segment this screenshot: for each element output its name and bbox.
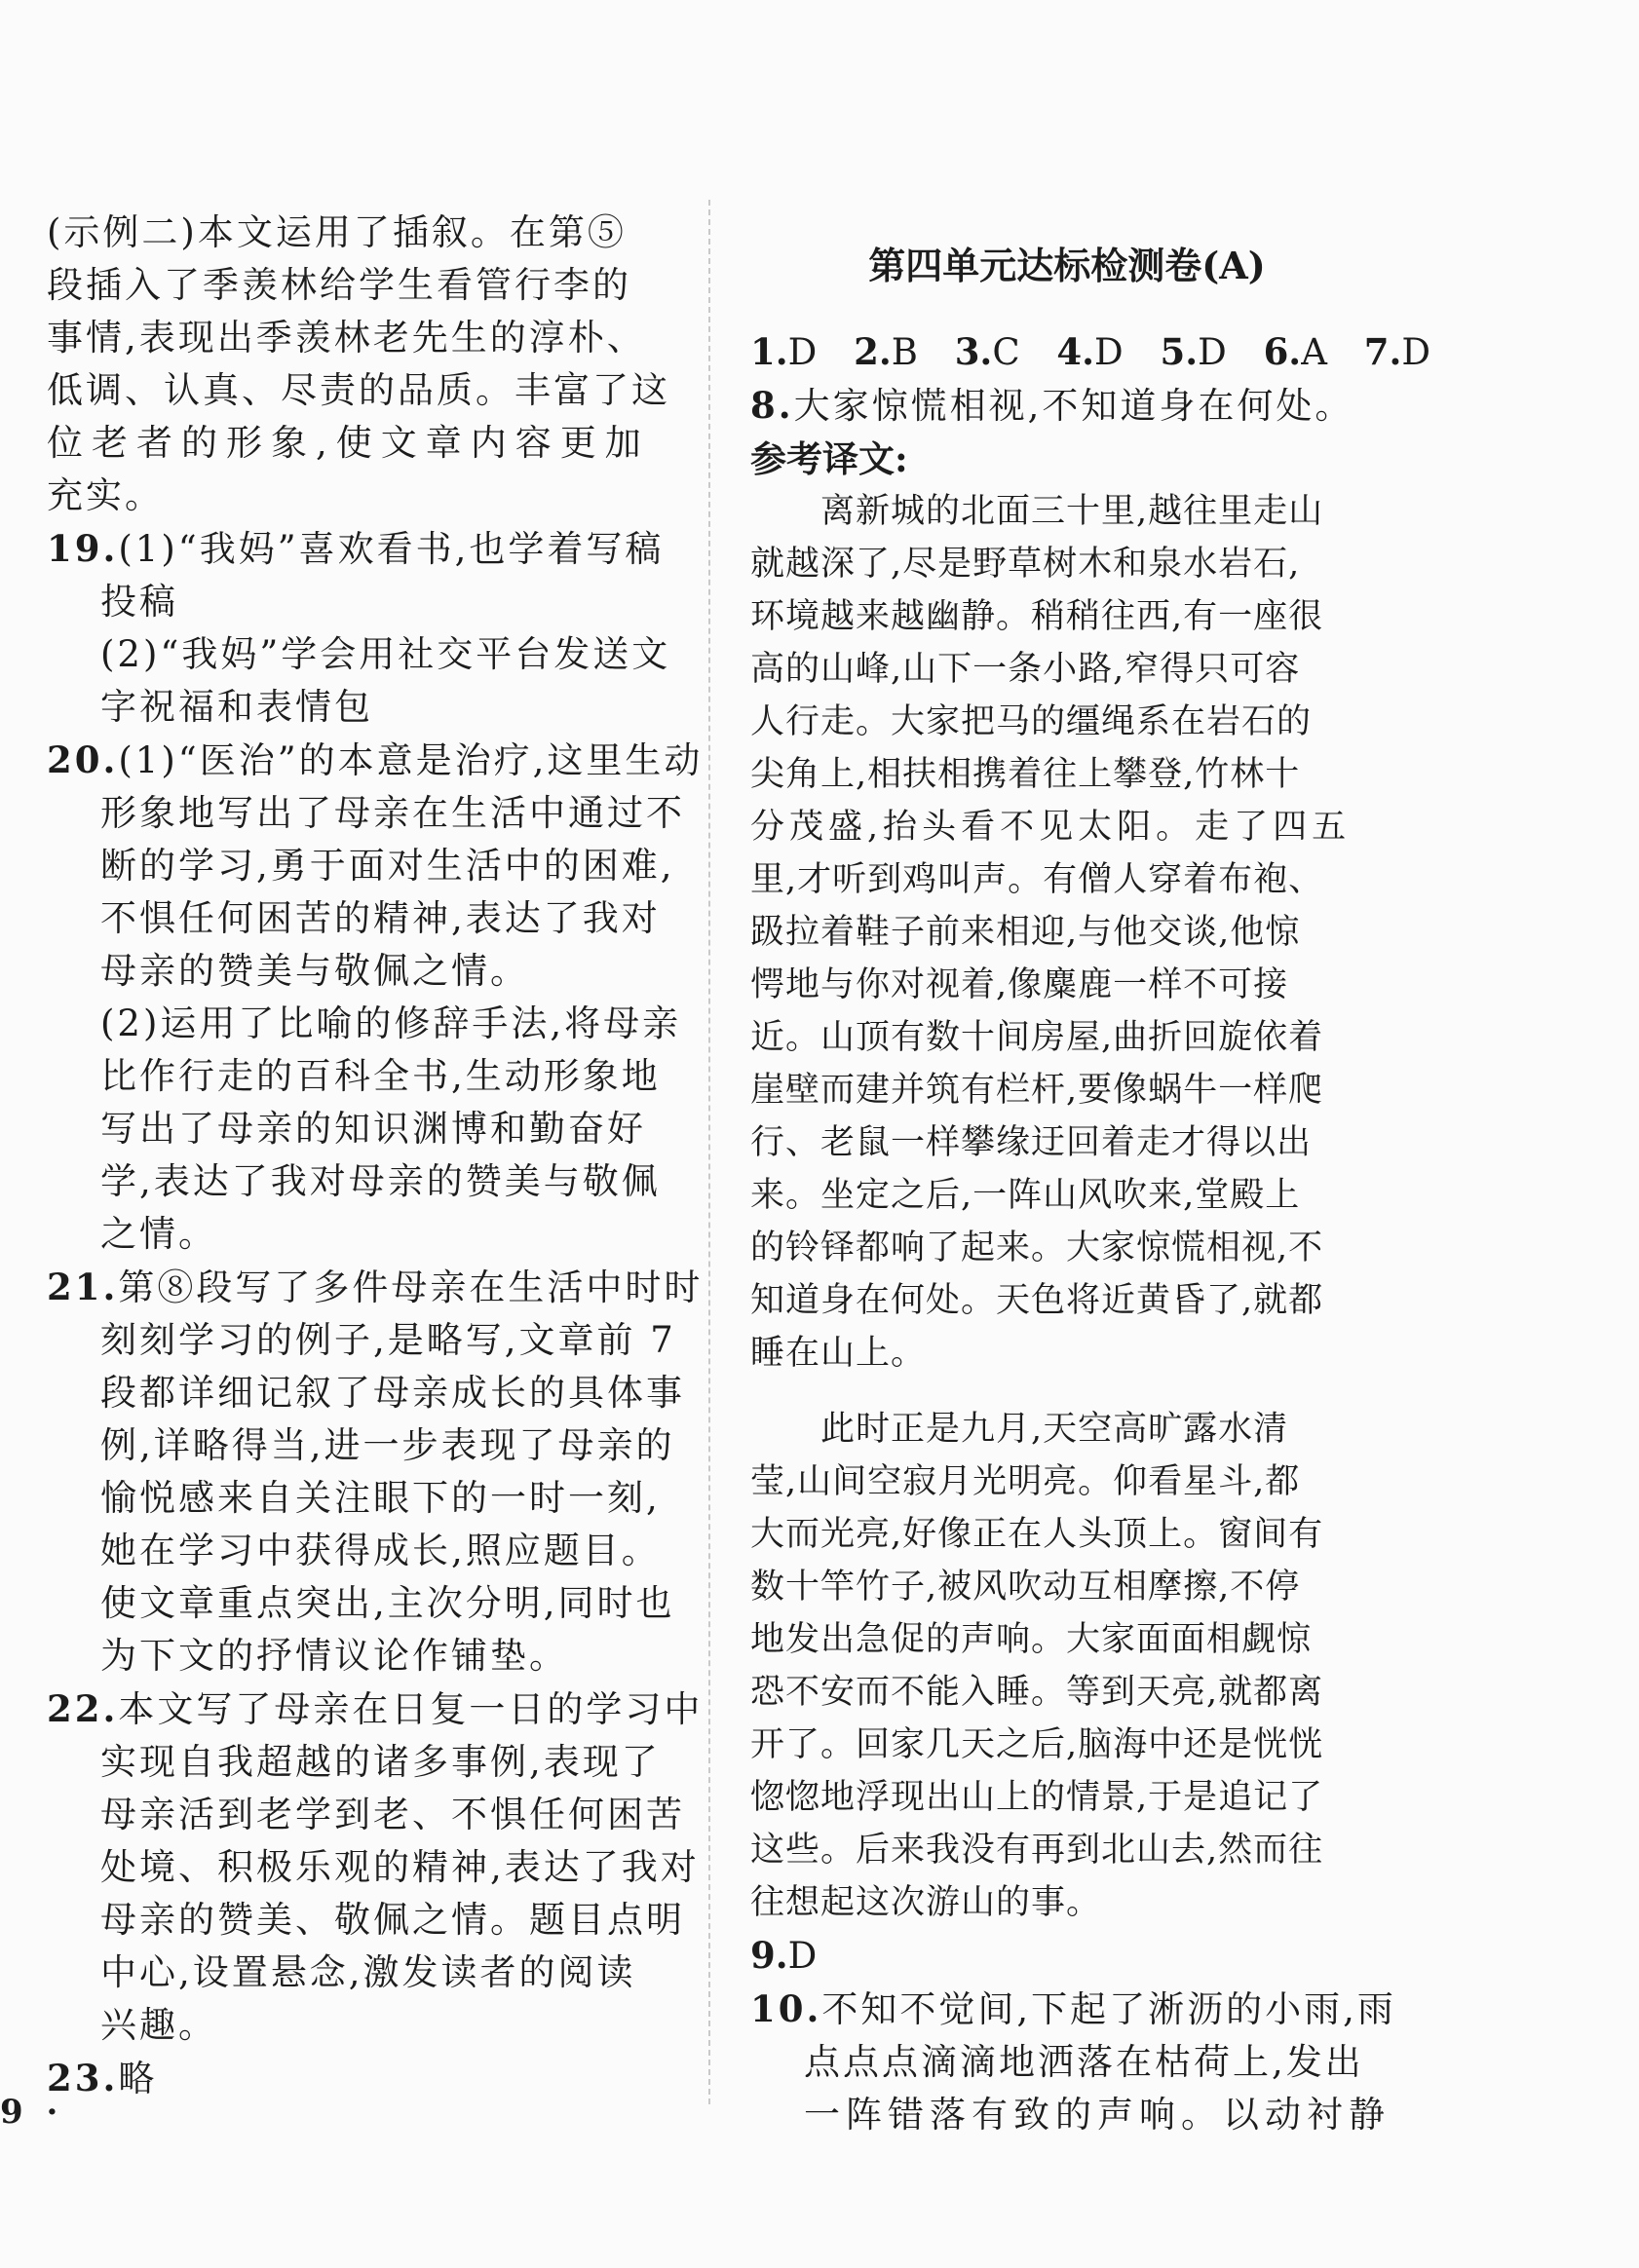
answer-8	[750, 379, 1384, 433]
text-line: 例,详略得当,进一步表现了母亲的	[100, 1424, 675, 1466]
text-line: 愉悦感来自关注眼下的一时一刻,	[100, 1477, 661, 1519]
question-number: 21.	[47, 1266, 119, 1308]
mc-answer	[1264, 325, 1327, 379]
text-line: 本文写了母亲在日复一日的学习中	[118, 1688, 704, 1730]
text-line: 处境、积极乐观的精神,表达了我对	[100, 1846, 700, 1888]
text-line: 兴趣。	[100, 2004, 217, 2046]
translation-paragraph-2	[750, 1403, 1384, 1929]
intro-answer	[47, 207, 680, 522]
mc-answer	[1160, 325, 1226, 379]
section-title: 第四单元达标检测卷(A)	[868, 244, 1266, 287]
text-line: 实现自我超越的诸多事例,表现了	[100, 1741, 661, 1783]
text-line: 断的学习,勇于面对生活中的困难,	[100, 845, 675, 887]
text-line: 近。山顶有数十间房屋,曲折回旋依着	[750, 1018, 1324, 1057]
question-number: 19.	[47, 527, 119, 570]
answer-letter: D	[1094, 331, 1124, 373]
answer-21	[47, 1261, 704, 1682]
mc-answer	[1364, 325, 1430, 379]
column-divider	[708, 200, 710, 2104]
answer-letter: D	[787, 331, 818, 373]
page-number: 9 ·	[0, 2093, 64, 2132]
text-line: (2)运用了比喻的修辞手法,将母亲	[100, 1002, 682, 1044]
text-line: 的铃铎都响了起来。大家惊慌相视,不	[750, 1228, 1324, 1267]
answer-letter: A	[1301, 331, 1327, 373]
text-line: 投稿	[100, 581, 178, 623]
text-line: 不知不觉间,下起了淅沥的小雨,雨	[821, 1988, 1396, 2030]
text-line: 趿拉着鞋子前来相迎,与他交谈,他惊	[750, 913, 1301, 952]
text-line: 愕地与你对视着,像麋鹿一样不可接	[750, 965, 1289, 1004]
text-line: 睡在山上。	[750, 1334, 927, 1373]
text-line: 使文章重点突出,主次分明,同时也	[100, 1582, 675, 1624]
translation-paragraph-1	[750, 485, 1384, 1380]
multiple-choice-answers	[750, 325, 1431, 379]
question-number: 6.	[1263, 330, 1302, 373]
text-line: 第⑧段写了多件母亲在生活中时时	[118, 1266, 704, 1308]
text-line: 低调、认真、尽责的品质。丰富了这	[47, 369, 670, 411]
text-line: 之情。	[100, 1213, 217, 1255]
text-line: 学,表达了我对母亲的赞美与敬佩	[100, 1160, 661, 1202]
text-line: 形象地写出了母亲在生活中通过不	[100, 792, 685, 834]
text-line: 一阵错落有致的声响。以动衬静	[804, 2094, 1391, 2136]
answer-22	[47, 1682, 704, 2052]
text-line: 尖角上,相扶相携着往上攀登,竹林十	[750, 755, 1301, 794]
answer-line	[47, 734, 704, 787]
answer-letter: D	[1198, 331, 1227, 373]
text-line: 母亲活到老学到老、不惧任何困苦	[100, 1794, 685, 1835]
question-number: 4.	[1056, 330, 1095, 373]
text-line: 分茂盛,抬头看不见太阳。走了四五	[750, 808, 1352, 847]
answer-20	[47, 734, 704, 1261]
text-line: 这些。后来我没有再到北山去,然而往	[750, 1831, 1324, 1870]
text-line: 数十竿竹子,被风吹动互相摩擦,不停	[750, 1568, 1301, 1606]
text-line: 来。坐定之后,一阵山风吹来,堂殿上	[750, 1176, 1301, 1215]
answer-line	[47, 522, 680, 576]
text-line: 大而光亮,好像正在人头顶上。窗间有	[750, 1515, 1324, 1554]
text-line: (2)“我妈”学会用社交平台发送文	[100, 633, 671, 675]
question-number: 9.	[750, 1934, 788, 1977]
answer-line	[750, 1983, 1396, 2036]
text-line: 事情,表现出季羡林老先生的淳朴、	[47, 317, 646, 359]
answer-letter: B	[891, 331, 918, 373]
text-line: (1)“医治”的本意是治疗,这里生动	[118, 739, 704, 781]
text-line: 高的山峰,山下一条小路,窄得只可容	[750, 650, 1301, 689]
answer-9	[750, 1929, 1384, 1983]
answer-line	[47, 1261, 704, 1314]
text-line: 字祝福和表情包	[100, 686, 373, 728]
mc-answer	[854, 325, 918, 379]
text-line: 此时正是九月,天空高旷露水清	[820, 1410, 1289, 1449]
question-number: 5.	[1160, 330, 1199, 373]
text-line: 点点点滴滴地洒落在枯荷上,发出	[804, 2041, 1364, 2083]
text-line: 充实。	[47, 474, 164, 516]
text-line: 莹,山间空寂月光明亮。仰看星斗,都	[750, 1462, 1301, 1501]
text-line: 人行走。大家把马的缰绳系在岩石的	[750, 702, 1313, 741]
text-line: 位老者的形象,使文章内容更加	[47, 422, 650, 464]
text-line: 不惧任何困苦的精神,表达了我对	[100, 897, 661, 939]
text-line: 母亲的赞美、敬佩之情。题目点明	[100, 1899, 685, 1941]
mc-answer	[1056, 325, 1123, 379]
answer-10	[750, 1983, 1396, 2141]
question-number: 20.	[47, 738, 119, 781]
answer-letter: D	[787, 1935, 818, 1977]
answer-letter: D	[1401, 331, 1431, 373]
text-line: 行、老鼠一样攀缘迂回着走才得以出	[750, 1123, 1313, 1162]
text-line: 刻刻学习的例子,是略写,文章前 7	[100, 1319, 676, 1361]
question-number: 7.	[1363, 330, 1402, 373]
text-line: 崖壁而建并筑有栏杆,要像蜗牛一样爬	[750, 1071, 1324, 1110]
text-line: (示例二)本文运用了插叙。在第⑤	[47, 211, 627, 253]
text-line: 往想起这次游山的事。	[750, 1883, 1102, 1922]
question-number: 22.	[47, 1687, 119, 1730]
question-number: 3.	[954, 330, 993, 373]
mc-answer	[955, 325, 1020, 379]
text-line: 比作行走的百科全书,生动形象地	[100, 1055, 661, 1097]
text-line: 写出了母亲的知识渊博和勤奋好	[100, 1108, 646, 1150]
question-number: 23.	[47, 2057, 119, 2099]
question-number: 8.	[750, 384, 794, 427]
answer-letter: C	[992, 331, 1020, 373]
left-column	[47, 207, 704, 2105]
text-line: 略	[118, 2058, 158, 2099]
text-line: 母亲的赞美与敬佩之情。	[100, 950, 529, 992]
translation-label: 参考译文:	[750, 437, 908, 480]
text-line: 大家惊慌相视,不知道身在何处。	[793, 385, 1354, 427]
answer-23	[47, 2052, 680, 2105]
text-line: (1)“我妈”喜欢看书,也学着写稿	[118, 528, 665, 570]
text-line: 知道身在何处。天色将近黄昏了,就都	[750, 1281, 1324, 1320]
question-number: 10.	[750, 1987, 822, 2030]
mc-answer	[750, 325, 817, 379]
text-line: 就越深了,尽是野草树木和泉水岩石,	[750, 545, 1301, 584]
text-line: 惚惚地浮现出山上的情景,于是追记了	[750, 1778, 1324, 1817]
text-line: 恐不安而不能入睡。等到天亮,就都离	[750, 1673, 1324, 1712]
text-line: 环境越来越幽静。稍稍往西,有一座很	[750, 597, 1324, 636]
answer-line	[47, 1682, 704, 1736]
text-line: 段都详细记叙了母亲成长的具体事	[100, 1372, 685, 1414]
question-number: 1.	[750, 330, 788, 373]
right-column	[750, 207, 1431, 2141]
question-number: 2.	[854, 330, 892, 373]
text-line: 里,才听到鸡叫声。有僧人穿着布袍、	[750, 860, 1324, 899]
text-line: 中心,设置悬念,激发读者的阅读	[100, 1951, 636, 1993]
answer-line	[47, 2052, 680, 2105]
text-line: 段插入了季羡林给学生看管行李的	[47, 264, 631, 306]
text-line: 地发出急促的声响。大家面面相觑惊	[750, 1620, 1313, 1659]
text-line: 离新城的北面三十里,越往里走山	[820, 492, 1324, 531]
answer-19	[47, 522, 680, 734]
text-line: 她在学习中获得成长,照应题目。	[100, 1530, 661, 1571]
text-line: 为下文的抒情议论作铺垫。	[100, 1635, 568, 1677]
text-line: 开了。回家几天之后,脑海中还是恍恍	[750, 1725, 1324, 1764]
